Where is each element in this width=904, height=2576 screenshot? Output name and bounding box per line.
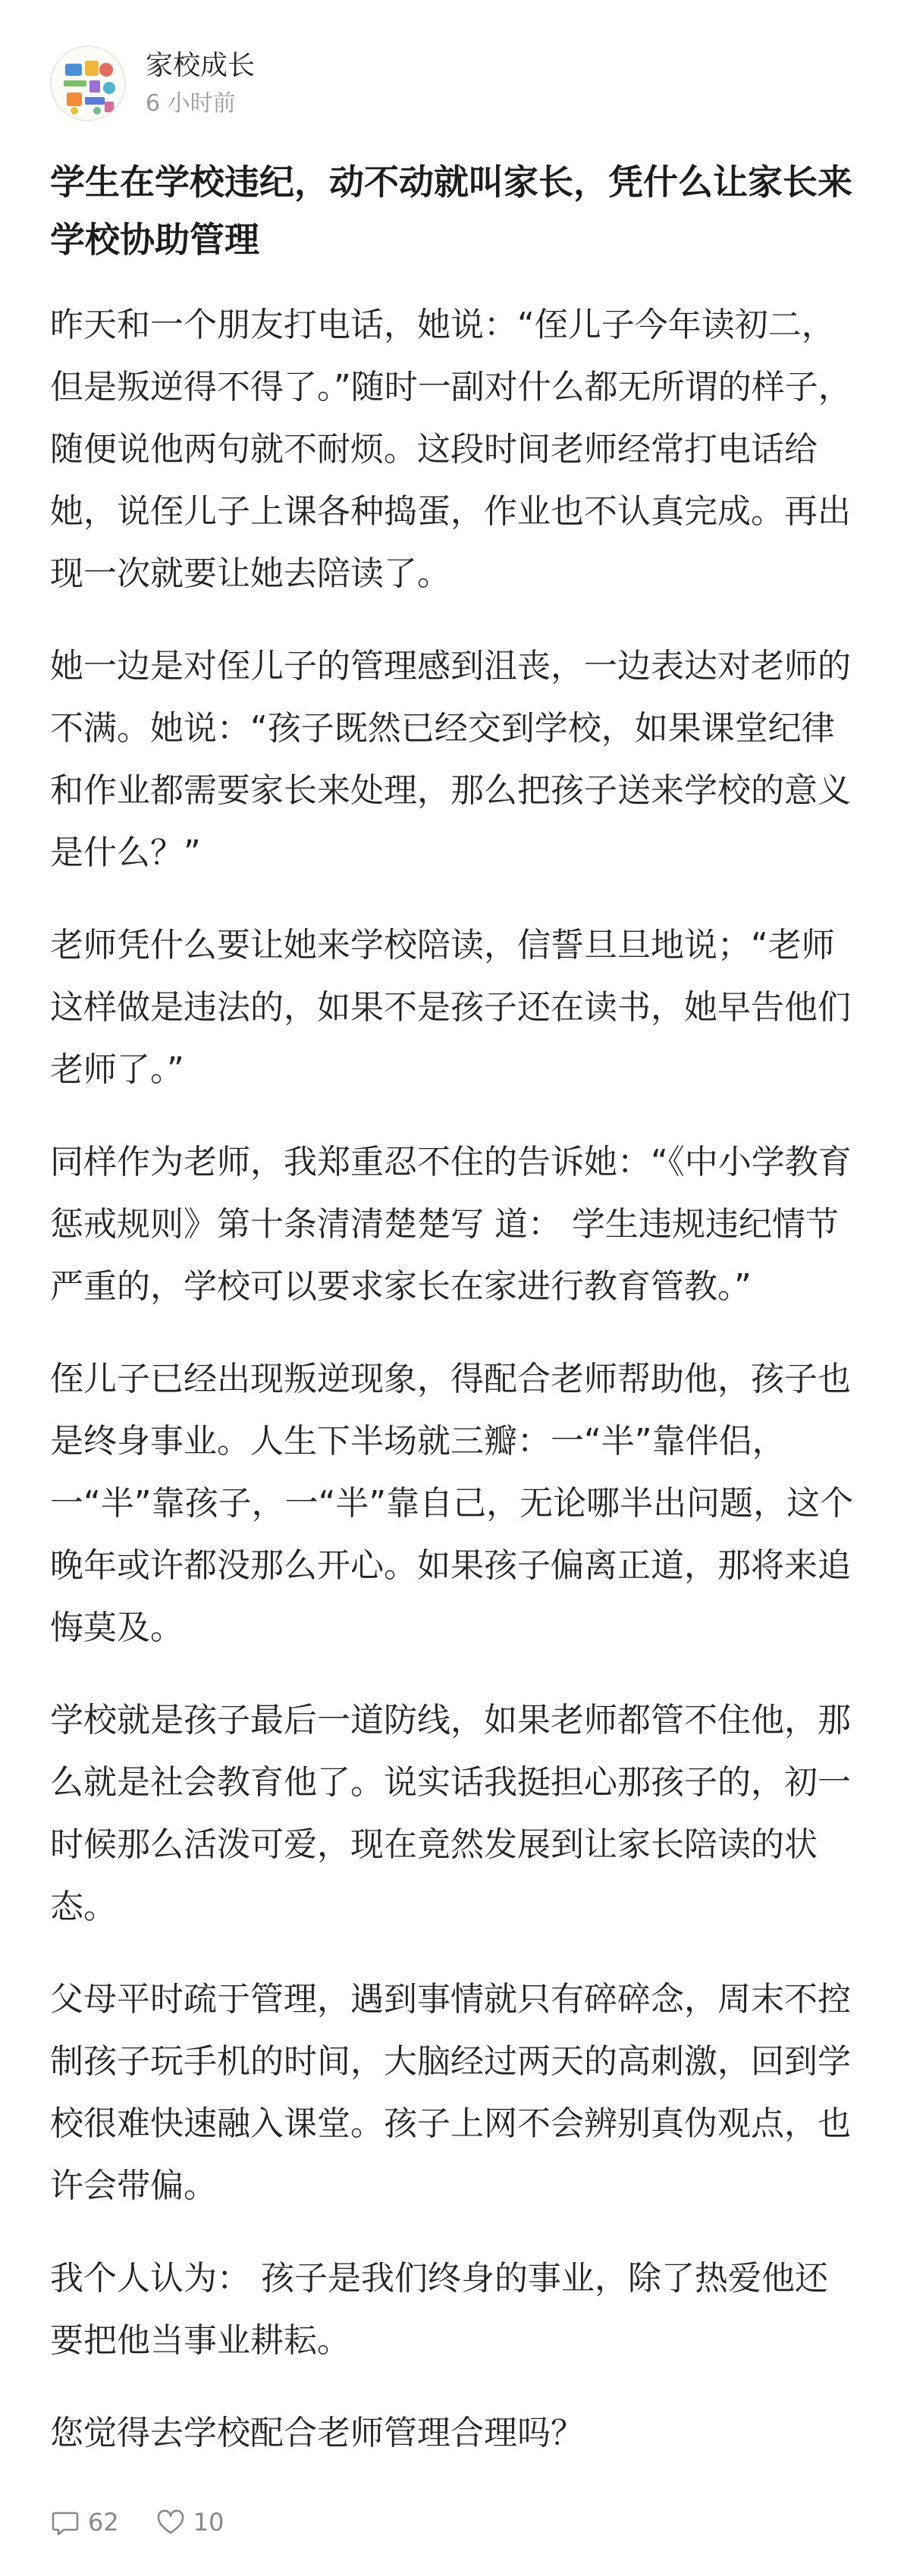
paragraph: 您觉得去学校配合老师管理合理吗？ bbox=[50, 2414, 584, 2452]
comment-count: 62 bbox=[88, 2508, 119, 2537]
avatar-illustration-icon bbox=[52, 47, 126, 121]
post-title: 学生在学校违纪，动不动就叫家长，凭什么让家长来学校协助管理 bbox=[50, 162, 852, 260]
post-actions bbox=[50, 2507, 260, 2537]
post-content bbox=[50, 294, 854, 2495]
paragraph: 我个人认为： 孩子是我们终身的事业，除了热爱他还要把他当事业耕耘。 bbox=[50, 2259, 828, 2360]
paragraph: 学校就是孩子最后一道防线，如果老师都管不住他，那么就是社会教育他了。说实话我挺担心那孩子的，初一时候那么活泼可爱，现在竟然发展到让家长陪读的状态。 bbox=[50, 1701, 851, 1926]
author-header bbox=[50, 45, 255, 121]
paragraph: 侄儿子已经出现叛逆现象，得配合老师帮助他，孩子也是终身事业。人生下半场就三瓣：一“半”靠伴侣，一“半”靠孩子，一“半”靠自己，无论哪半出问题，这个晚年或许都没那么开心。如果孩子偏离正道，那将来追悔莫及。 bbox=[50, 1360, 854, 1647]
heart-icon bbox=[155, 2507, 186, 2537]
paragraph: 老师凭什么要让她来学校陪读，信誓旦旦地说；“老师这样做是违法的，如果不是孩子还在读书，她早告他们老师了。” bbox=[50, 926, 851, 1089]
author-info bbox=[146, 48, 255, 119]
post-time: 6 小时前 bbox=[146, 90, 236, 117]
avatar[interactable] bbox=[50, 45, 126, 121]
author-name[interactable]: 家校成长 bbox=[146, 50, 256, 81]
paragraph: 同样作为老师，我郑重忍不住的告诉她：“《中小学教育惩戒规则》第十条清清楚楚写 道： 学生违规违纪情节严重的，学校可以要求家长在家进行教育管教。” bbox=[50, 1143, 852, 1306]
comment-icon bbox=[50, 2507, 80, 2537]
paragraph: 父母平时疏于管理，遇到事情就只有碎碎念，周末不控制孩子玩手机的时间，大脑经过两天的高刺激，回到学校很难快速融入课堂。孩子上网不会辨别真伪观点，也许会带偏。 bbox=[50, 1980, 851, 2205]
like-button[interactable] bbox=[155, 2507, 224, 2537]
like-count: 10 bbox=[193, 2508, 224, 2537]
paragraph: 昨天和一个朋友打电话，她说：“侄儿子今年读初二，但是叛逆得不得了。”随时一副对什么都无所谓的样子，随便说他两句就不耐烦。这段时间老师经常打电话给她，说侄儿子上课各种捣蛋，作业也不认真完成。再出现一次就要让她去陪读了。 bbox=[50, 306, 852, 593]
paragraph: 她一边是对侄儿子的管理感到沮丧，一边表达对老师的不满。她说：“孩子既然已经交到学校，如果课堂纪律和作业都需要家长来处理，那么把孩子送来学校的意义是什么？” bbox=[50, 647, 851, 872]
comment-button[interactable] bbox=[50, 2507, 119, 2537]
